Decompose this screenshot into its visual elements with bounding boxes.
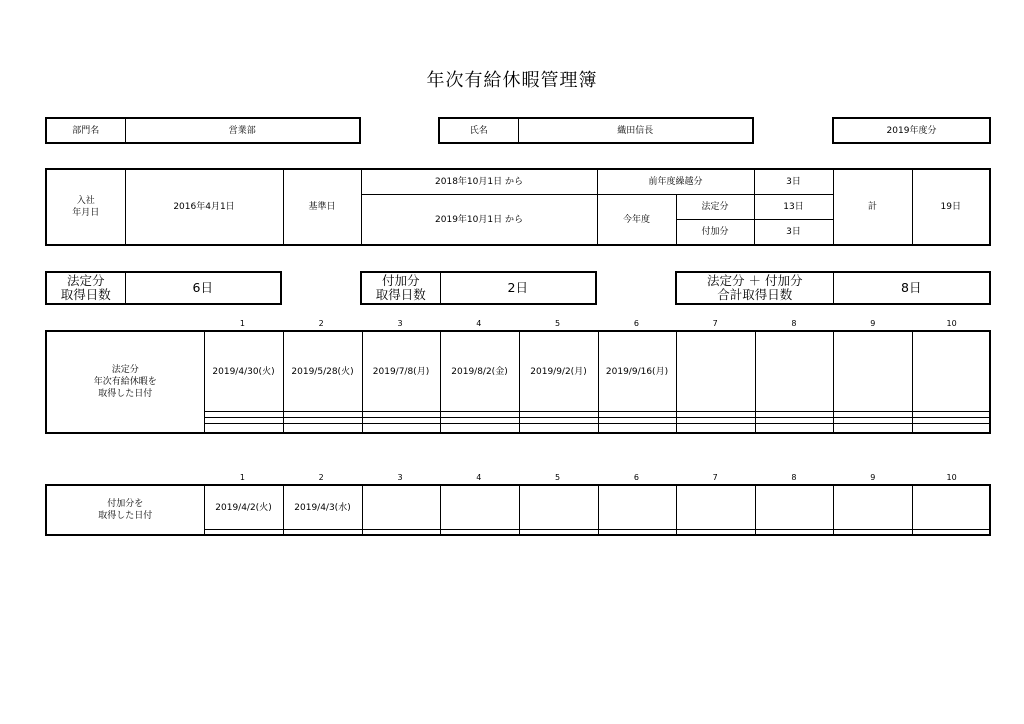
statutory-days-label-line1: 法定分 <box>66 273 105 288</box>
column-number: 7 <box>712 473 718 482</box>
additional-days-value: 2日 <box>440 272 596 304</box>
date-cell[interactable] <box>598 485 676 530</box>
date-cell[interactable] <box>833 530 912 535</box>
additional-dates-table <box>45 484 991 536</box>
date-cell[interactable] <box>440 485 519 530</box>
name-box <box>438 117 754 144</box>
date-cell[interactable] <box>755 424 833 433</box>
combined-days-value: 8日 <box>833 272 990 304</box>
column-number: 1 <box>239 319 245 328</box>
fiscal-year-box <box>832 117 991 144</box>
statutory-days-label <box>46 272 125 304</box>
column-number: 8 <box>791 473 797 482</box>
join-label-line2: 年月日 <box>72 208 100 218</box>
date-cell[interactable] <box>362 485 440 530</box>
date-cell[interactable] <box>676 424 755 433</box>
combined-days-label-line2: 合計取得日数 <box>717 287 793 302</box>
additional-value: 3日 <box>754 219 833 245</box>
date-cell[interactable] <box>755 530 833 535</box>
date-cell[interactable] <box>283 530 362 535</box>
column-number: 1 <box>239 473 245 482</box>
date-cell[interactable] <box>833 485 912 530</box>
date-cell[interactable] <box>912 331 990 412</box>
date-cell[interactable] <box>912 530 990 535</box>
date-cell[interactable] <box>204 424 283 433</box>
date-cell[interactable]: 2019/7/8(月) <box>362 331 440 412</box>
date-cell[interactable] <box>519 530 598 535</box>
additional-days-label <box>361 272 440 304</box>
statutory-days-value: 6日 <box>125 272 281 304</box>
total-value: 19日 <box>912 169 990 245</box>
column-number: 10 <box>946 319 957 328</box>
statutory-value: 13日 <box>754 195 833 220</box>
base-date-current: 2019年10月1日 から <box>361 195 597 245</box>
statutory-column-numbers <box>203 318 991 330</box>
department-box <box>45 117 361 144</box>
date-cell[interactable] <box>676 485 755 530</box>
additional-dates-label-line2: 取得した日付 <box>98 511 153 521</box>
total-label: 計 <box>833 169 912 245</box>
date-cell[interactable] <box>519 424 598 433</box>
additional-label: 付加分 <box>676 219 754 245</box>
date-cell[interactable]: 2019/4/3(水) <box>283 485 362 530</box>
column-number: 3 <box>397 319 403 328</box>
additional-days-box <box>360 271 597 305</box>
date-cell[interactable] <box>598 530 676 535</box>
leave-info-table <box>45 168 991 246</box>
base-date-previous: 2018年10月1日 から <box>361 169 597 195</box>
statutory-label: 法定分 <box>676 195 754 220</box>
date-cell[interactable] <box>755 485 833 530</box>
additional-days-label-line1: 付加分 <box>381 273 420 288</box>
fiscal-year: 2019年度分 <box>833 118 990 143</box>
column-number: 9 <box>870 319 876 328</box>
additional-dates-label-line1: 付加分を <box>107 499 144 509</box>
column-number: 7 <box>712 319 718 328</box>
date-cell[interactable]: 2019/5/28(火) <box>283 331 362 412</box>
statutory-days-box <box>45 271 282 305</box>
statutory-dates-label-line3: 取得した日付 <box>98 389 153 399</box>
column-number: 2 <box>318 319 324 328</box>
base-date-label: 基準日 <box>283 169 361 245</box>
date-cell[interactable]: 2019/9/16(月) <box>598 331 676 412</box>
column-number: 3 <box>397 473 403 482</box>
join-date-label <box>46 169 125 245</box>
column-number: 2 <box>318 473 324 482</box>
column-number: 6 <box>633 473 639 482</box>
date-cell[interactable] <box>833 331 912 412</box>
name-label: 氏名 <box>439 118 518 143</box>
date-cell[interactable] <box>912 424 990 433</box>
column-number: 8 <box>791 319 797 328</box>
date-cell[interactable] <box>204 530 283 535</box>
this-year-label: 今年度 <box>597 195 676 245</box>
statutory-dates-label <box>46 331 204 433</box>
date-cell[interactable]: 2019/4/30(火) <box>204 331 283 412</box>
statutory-dates-label-line2: 年次有給休暇を <box>93 377 157 387</box>
statutory-days-label-line2: 取得日数 <box>60 287 111 302</box>
date-cell[interactable] <box>912 485 990 530</box>
date-cell[interactable] <box>283 424 362 433</box>
statutory-dates-label-line1: 法定分 <box>111 365 139 375</box>
combined-days-box <box>675 271 991 305</box>
page-title: 年次有給休暇管理簿 <box>426 70 598 91</box>
combined-days-label <box>676 272 833 304</box>
statutory-dates-table <box>45 330 991 434</box>
column-number: 5 <box>555 319 561 328</box>
column-number: 4 <box>476 319 482 328</box>
name-value: 織田信長 <box>518 118 753 143</box>
date-cell[interactable]: 2019/8/2(金) <box>440 331 519 412</box>
date-cell[interactable] <box>362 424 440 433</box>
additional-days-label-line2: 取得日数 <box>375 287 426 302</box>
date-cell[interactable] <box>362 530 440 535</box>
date-cell[interactable] <box>676 530 755 535</box>
column-number: 4 <box>476 473 482 482</box>
column-number: 6 <box>633 319 639 328</box>
date-cell[interactable]: 2019/9/2(月) <box>519 331 598 412</box>
additional-dates-label <box>46 485 204 535</box>
column-number: 5 <box>555 473 561 482</box>
join-date-value: 2016年4月1日 <box>125 169 283 245</box>
carryover-value: 3日 <box>754 169 833 195</box>
date-cell[interactable] <box>833 424 912 433</box>
additional-column-numbers <box>203 472 991 484</box>
column-number: 10 <box>946 473 957 482</box>
column-number: 9 <box>870 473 876 482</box>
carryover-label: 前年度繰越分 <box>597 169 754 195</box>
date-cell[interactable] <box>440 424 519 433</box>
join-label-line1: 入社 <box>76 196 95 206</box>
department-value: 営業部 <box>125 118 360 143</box>
date-cell[interactable]: 2019/4/2(火) <box>204 485 283 530</box>
date-cell[interactable] <box>676 331 755 412</box>
date-cell[interactable] <box>440 530 519 535</box>
date-cell[interactable] <box>519 485 598 530</box>
combined-days-label-line1: 法定分 ＋ 付加分 <box>707 273 803 288</box>
date-cell[interactable] <box>755 331 833 412</box>
department-label: 部門名 <box>46 118 125 143</box>
date-cell[interactable] <box>598 424 676 433</box>
